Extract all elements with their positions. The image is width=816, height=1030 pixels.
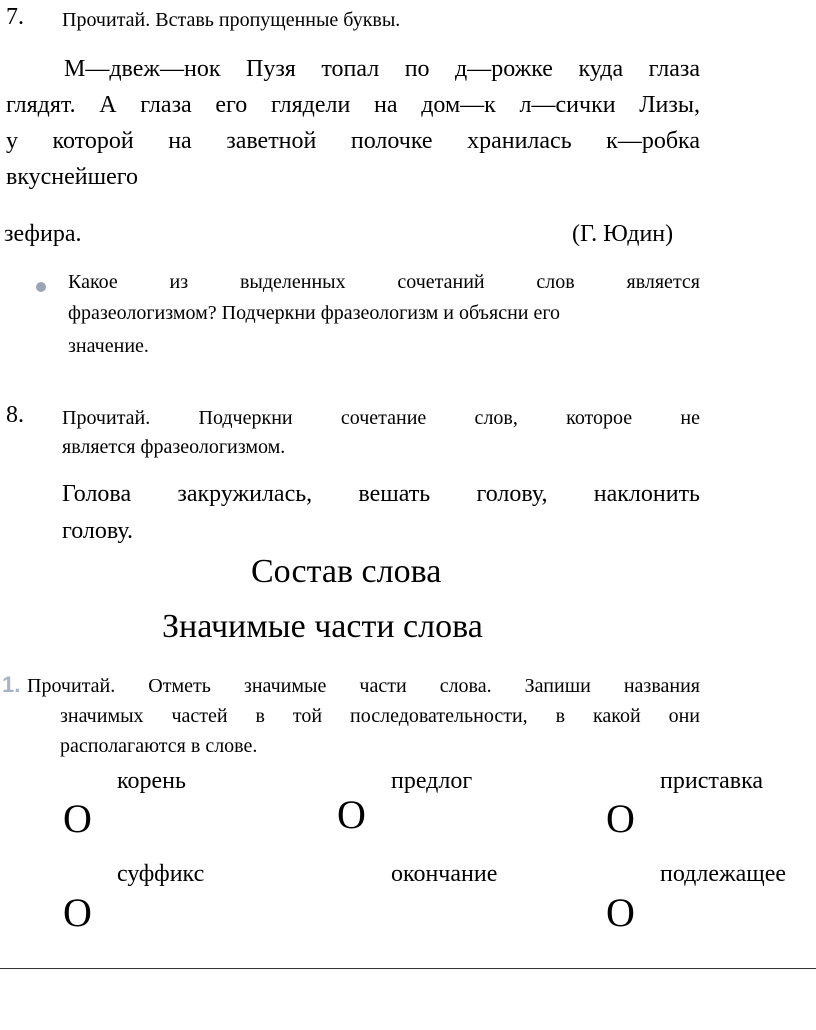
option-circle-suffix[interactable]: О [63, 890, 92, 935]
option-label-preposition: предлог [391, 768, 473, 794]
option-circle-subject[interactable]: О [606, 890, 635, 935]
task-7-text-line-2: глядят. А глаза его глядели на дом—к л—сички Лизы, [6, 92, 700, 118]
task-1-number: 1. [2, 672, 21, 697]
option-label-ending: окончание [391, 861, 498, 887]
task-7-number: 7. [6, 4, 24, 30]
bottom-divider [0, 968, 816, 969]
option-label-subject: подлежащее [660, 861, 787, 887]
option-circle-root[interactable]: О [63, 796, 92, 841]
task-7-instruction: Прочитай. Вставь пропущенные буквы. [62, 9, 401, 31]
option-circle-prefix[interactable]: О [606, 796, 635, 841]
option-label-suffix: суффикс [117, 861, 205, 887]
option-label-root: корень [117, 768, 186, 794]
task-7-question-line-2: фразеологизмом? Подчеркни фразеологизм и объясни его [68, 302, 561, 324]
task-1-instruction-line-3: располагаются в слове. [60, 735, 258, 757]
task-8-text-line-1: Голова закружилась, вешать голову, наклонить [62, 481, 700, 507]
task-7-question-line-3: значение. [68, 335, 149, 357]
option-circle-preposition[interactable]: О [337, 792, 366, 837]
task-7-text-line-1 [64, 56, 700, 83]
task-8-instruction-line-2: является фразеологизмом. [62, 436, 286, 458]
section-heading: Состав слова [251, 553, 442, 590]
bullet-icon [36, 282, 46, 292]
task-7-text-line-4: вкуснейшего [6, 164, 139, 190]
subsection-heading: Значимые части слова [162, 608, 483, 645]
task-7-question-line-1: Какое из выделенных сочетаний слов является [68, 271, 700, 293]
task-8-number: 8. [6, 402, 24, 428]
task-8-instruction-line-1: Прочитай. Подчеркни сочетание слов, которое не [62, 407, 700, 429]
option-label-prefix: приставка [660, 768, 764, 794]
task-8-text-line-2: голову. [62, 518, 134, 544]
task-7-text-line-1-content: М—двеж—нок Пузя топал по д—рожке куда глаза [64, 56, 700, 82]
task-1-instruction-line-1: Прочитай. Отметь значимые части слова. Запиши названия [27, 675, 700, 697]
task-1-instruction-line-2: значимых частей в той последовательности, в какой они [60, 705, 700, 727]
task-7-text-line-3: у которой на заветной полочке хранилась к—робка [6, 128, 700, 154]
task-7-author: (Г. Юдин) [572, 221, 674, 247]
task-7-last-line: зефира. [4, 221, 82, 247]
